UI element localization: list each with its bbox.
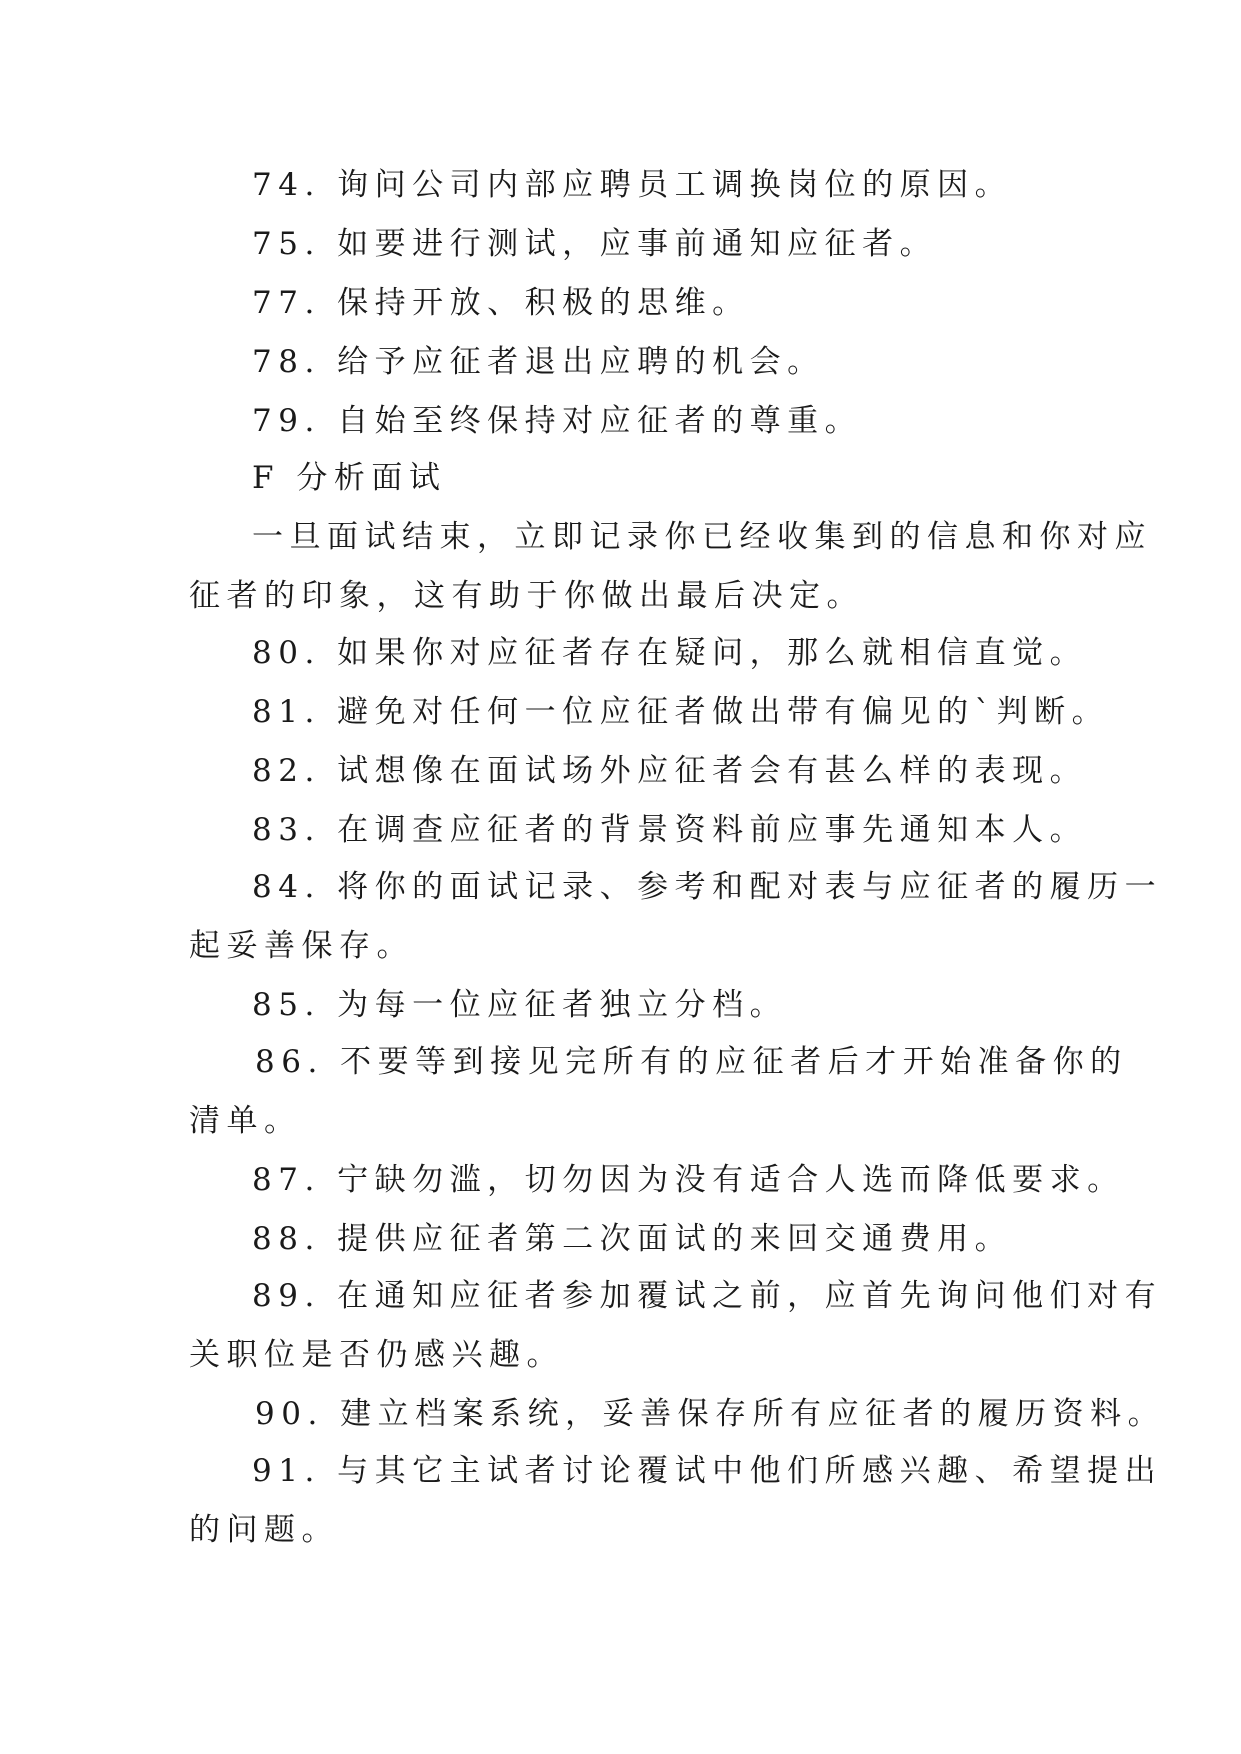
text-line-79: 79. 自始至终保持对应征者的尊重。 (252, 403, 863, 439)
text-line-81: 81. 避免对任何一位应征者做出带有偏见的`判断。 (252, 694, 1110, 730)
text-line-83: 83. 在调查应征者的背景资料前应事先通知本人。 (252, 812, 1088, 848)
text-line-89-cont: 关职位是否仍感兴趣。 (189, 1337, 564, 1373)
paragraph-line: 征者的印象，这有助于你做出最后决定。 (189, 578, 864, 614)
text-line-75: 75. 如要进行测试，应事前通知应征者。 (252, 226, 938, 262)
text-line-89: 89. 在通知应征者参加覆试之前，应首先询问他们对有 (252, 1278, 1163, 1314)
text-line-90: 90. 建立档案系统，妥善保存所有应征者的履历资料。 (255, 1396, 1166, 1432)
text-line-88: 88. 提供应征者第二次面试的来回交通费用。 (252, 1221, 1013, 1257)
text-line-91-cont: 的问题。 (189, 1512, 339, 1548)
text-line-84: 84. 将你的面试记录、参考和配对表与应征者的履历一 (252, 869, 1163, 905)
text-line-82: 82. 试想像在面试场外应征者会有甚么样的表现。 (252, 753, 1088, 789)
text-line-77: 77. 保持开放、积极的思维。 (252, 285, 750, 321)
text-line-86-cont: 清单。 (189, 1103, 302, 1139)
text-line-80: 80. 如果你对应征者存在疑问，那么就相信直觉。 (252, 635, 1088, 671)
text-line-84-cont: 起妥善保存。 (189, 928, 414, 964)
text-line-78: 78. 给予应征者退出应聘的机会。 (252, 344, 825, 380)
text-line-86: 86. 不要等到接见完所有的应征者后才开始准备你的 (255, 1044, 1128, 1080)
text-line-85: 85. 为每一位应征者独立分档。 (252, 987, 788, 1023)
text-line-74: 74. 询问公司内部应聘员工调换岗位的原因。 (252, 167, 1013, 203)
text-line-87: 87. 宁缺勿滥，切勿因为没有适合人选而降低要求。 (252, 1162, 1125, 1198)
section-heading: F 分析面试 (252, 460, 447, 496)
paragraph-line: 一旦面试结束，立即记录你已经收集到的信息和你对应 (252, 519, 1152, 555)
text-line-91: 91. 与其它主试者讨论覆试中他们所感兴趣、希望提出 (252, 1453, 1163, 1489)
